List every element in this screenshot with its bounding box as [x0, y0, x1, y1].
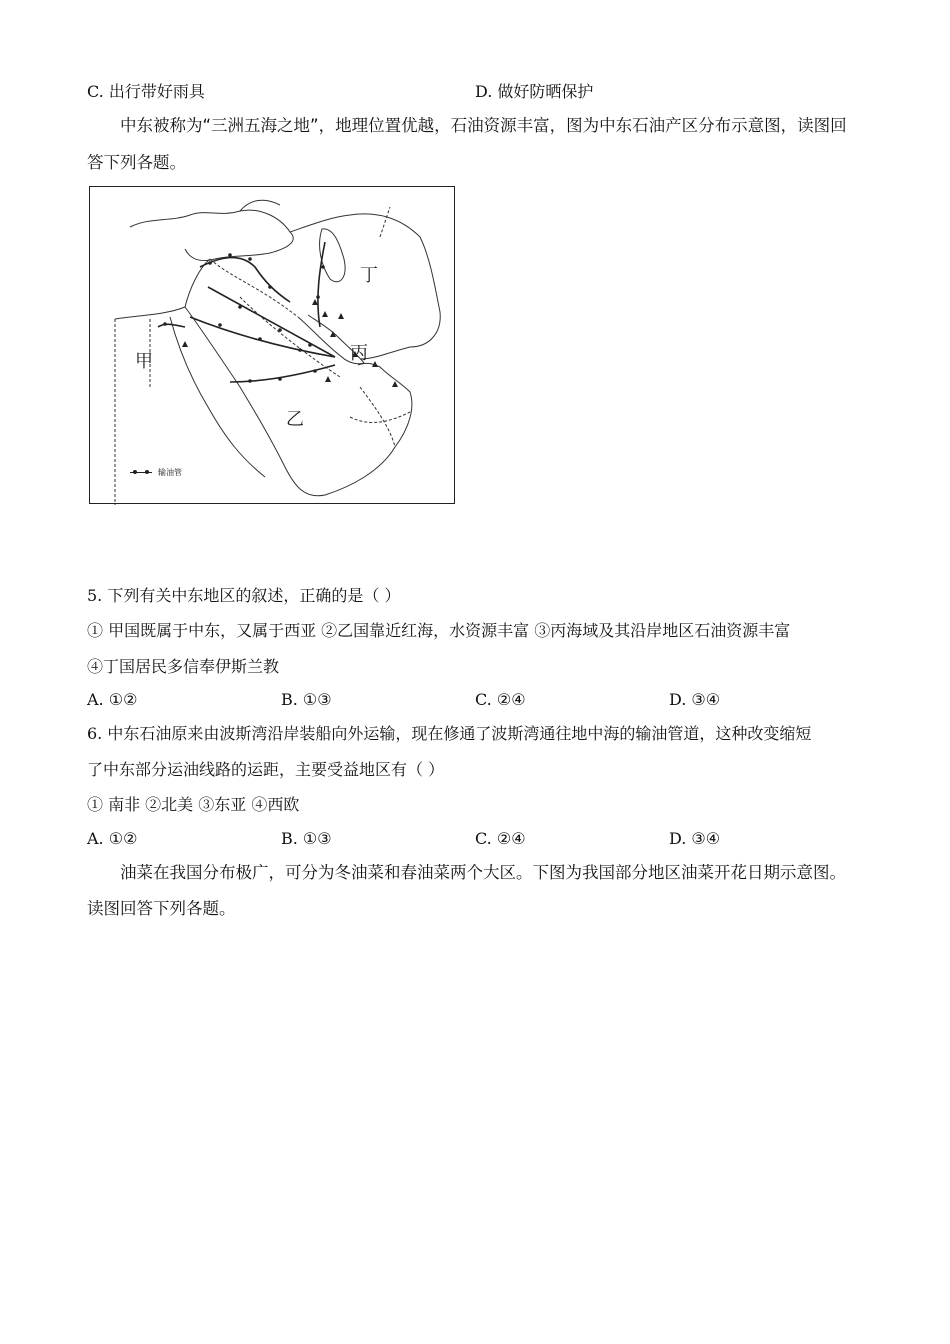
q5-option-b: B. ①③: [281, 690, 332, 709]
pipeline-1: [200, 258, 290, 302]
legend-label: 输油管: [158, 468, 182, 477]
pipeline-5: [158, 324, 185, 327]
q6-stem-2: 了中东部分运油线路的运距，主要受益地区有（ ）: [87, 760, 445, 779]
region-label-bing: 丙: [350, 343, 368, 364]
q6-option-d: D. ③④: [669, 829, 721, 848]
pipeline-4: [230, 365, 335, 382]
map-red-sea-west: [170, 317, 265, 477]
intro-paragraph-2-line-1: 油菜在我国分布极广，可分为冬油菜和春油菜两个大区。下图为我国部分地区油菜开花日期示意图。: [120, 863, 846, 882]
map-drawing: [90, 187, 456, 505]
intro-paragraph-2-line-2: 读图回答下列各题。: [87, 899, 236, 918]
option-c-prev: C. 出行带好雨具: [87, 82, 205, 101]
q6-stem-1: 6. 中东石油原来由波斯湾沿岸装船向外运输，现在修通了波斯湾通往地中海的输油管道，这种改变缩短: [87, 724, 812, 743]
map-coast-north: [130, 210, 293, 260]
pipeline-legend-icon: [130, 472, 152, 473]
map-arabian-peninsula: [185, 307, 412, 496]
option-d-prev: D. 做好防晒保护: [475, 82, 594, 101]
q5-stem: 5. 下列有关中东地区的叙述，正确的是（ ）: [87, 586, 401, 605]
q5-statements-2: ④丁国居民多信奉伊斯兰教: [87, 657, 280, 676]
q5-option-c: C. ②④: [475, 690, 526, 709]
q5-option-a: A. ①②: [87, 690, 138, 709]
q5-statements-1: ① 甲国既属于中东，又属于西亚 ②乙国靠近红海，水资源丰富 ③丙海域及其沿岸地区石油资源丰富: [87, 621, 791, 640]
q6-option-a: A. ①②: [87, 829, 138, 848]
intro-paragraph-1-line-2: 答下列各题。: [87, 153, 186, 172]
q6-option-b: B. ①③: [281, 829, 332, 848]
region-label-jia: 甲: [135, 351, 153, 372]
pipeline-3: [190, 317, 335, 357]
pipeline-2: [208, 287, 335, 357]
middle-east-oil-map: [89, 186, 455, 504]
region-label-yi: 乙: [286, 409, 304, 430]
q6-statements: ① 南非 ②北美 ③东亚 ④西欧: [87, 795, 300, 814]
map-caspian-sea: [320, 229, 345, 282]
q6-option-c: C. ②④: [475, 829, 526, 848]
map-legend: [130, 467, 182, 478]
intro-paragraph-1-line-1: 中东被称为“三洲五海之地”，地理位置优越，石油资源丰富，图为中东石油产区分布示意图，读图回: [120, 116, 847, 135]
q5-option-d: D. ③④: [669, 690, 721, 709]
region-label-ding: 丁: [360, 265, 378, 286]
